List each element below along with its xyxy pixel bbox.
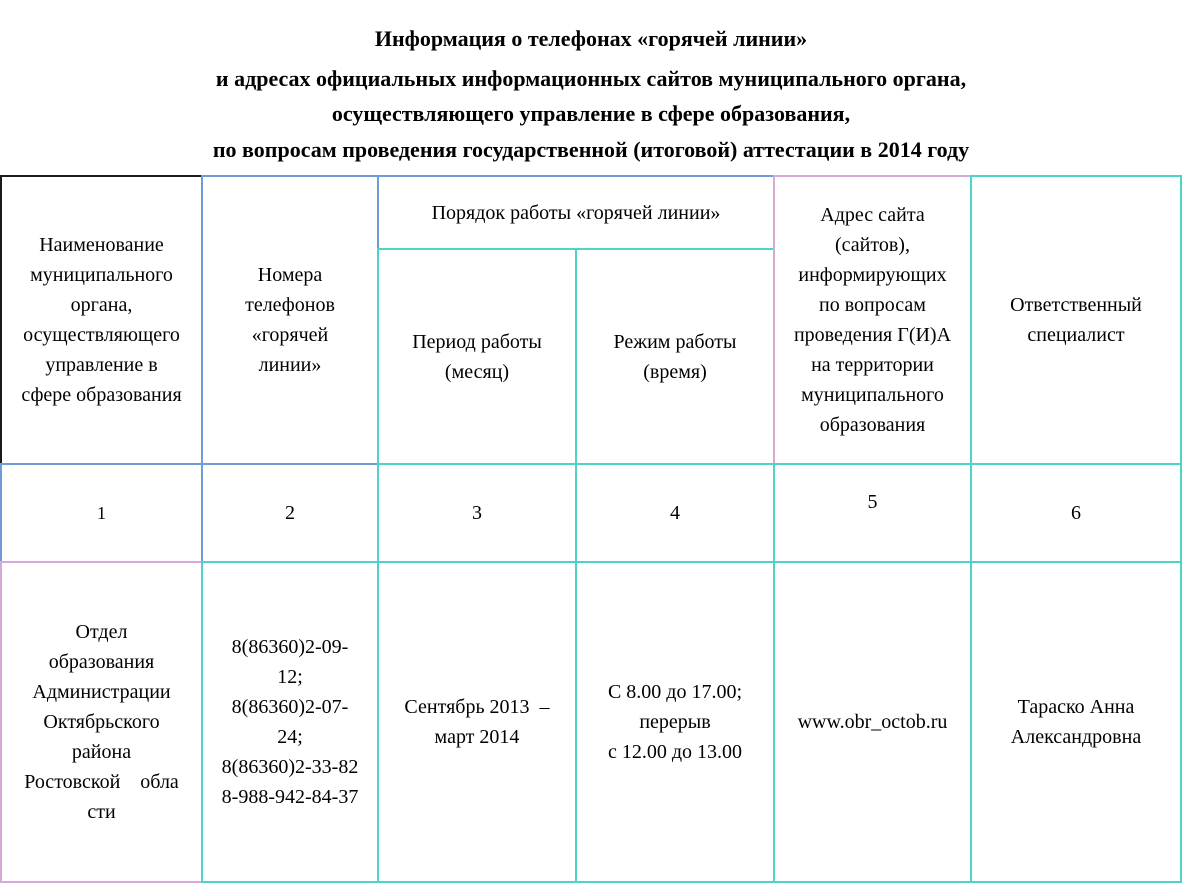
row-website-link-line: www.obr_octob.ru (797, 711, 948, 733)
header-hotline-schedule-group-text: Порядок работы «горячей линии» (431, 201, 721, 224)
row-municipal-body-text-line: Отдел (75, 621, 128, 643)
header-hotline-schedule-group (377, 175, 775, 250)
row-responsible-specialist-text (1011, 692, 1141, 752)
header-work-period-text (412, 327, 542, 387)
header-responsible-specialist-text (1010, 290, 1142, 350)
row-municipal-body-text-line: образования (48, 651, 155, 673)
header-website-address (773, 175, 972, 465)
row-municipal-body-text-line: Ростовской обла (24, 771, 179, 793)
header-work-hours-text-line: (время) (643, 360, 707, 383)
row-work-period (377, 561, 577, 883)
header-website-address-text-line: образования (819, 414, 926, 436)
column-number-6: 6 (970, 463, 1182, 563)
row-work-hours (575, 561, 775, 883)
header-municipal-body-text-line: управление в (45, 354, 158, 376)
row-responsible-specialist-text-line: Тараско Анна (1017, 696, 1135, 718)
title-line-4: по вопросам проведения государственной (итоговой) аттестации в 2014 году (212, 137, 970, 162)
row-responsible-specialist (970, 561, 1182, 883)
header-website-address-text (794, 200, 951, 440)
header-website-address-text-line: Адрес сайта (820, 204, 925, 226)
header-work-hours-text-line: Режим работы (613, 330, 737, 353)
header-website-address-text-line: по вопросам (819, 294, 926, 316)
header-work-period (377, 248, 577, 465)
row-work-period-text (404, 692, 549, 752)
row-responsible-specialist-text-line: Александровна (1010, 726, 1142, 748)
column-number-2: 2 (201, 463, 379, 563)
header-work-hours-text (614, 327, 737, 387)
row-website-link[interactable] (798, 707, 948, 737)
header-work-period-text-line: Период работы (412, 330, 542, 353)
header-website-address-text-line: на территории (811, 354, 934, 376)
header-hotline-phones-text-line: линии» (258, 354, 322, 376)
row-municipal-body-text-line: сти (87, 801, 116, 823)
header-municipal-body (0, 175, 203, 465)
title-line-1: Информация о телефонах «горячей линии» (374, 26, 808, 51)
row-municipal-body-text-line: Октябрьского (43, 711, 160, 733)
row-work-hours-text-line: С 8.00 до 17.00; (607, 681, 743, 703)
header-responsible-specialist (970, 175, 1182, 465)
row-work-hours-text-line: с 12.00 до 13.00 (607, 741, 743, 763)
header-hotline-phones-text (245, 260, 335, 380)
header-hotline-phones-text-line: «горячей (251, 324, 329, 346)
row-municipal-body-text (24, 617, 179, 827)
row-hotline-phones-text-line: 8-988-942-84-37 (221, 786, 359, 808)
column-number-1: 1 (0, 463, 203, 563)
row-hotline-phones-text-line: 8(86360)2-07- (231, 696, 349, 718)
row-hotline-phones-text-line: 8(86360)2-09- (231, 636, 349, 658)
row-hotline-phones (201, 561, 379, 883)
header-responsible-specialist-text-line: Ответственный (1010, 294, 1142, 316)
row-hotline-phones-text-line: 8(86360)2-33-82 (221, 756, 359, 778)
title-line-2: и адресах официальных информационных сайтов муниципального органа, (215, 66, 967, 91)
header-hotline-phones-text-line: телефонов (245, 294, 335, 316)
header-municipal-body-text-line: органа, (70, 294, 133, 316)
row-work-hours-text-line: перерыв (639, 711, 711, 733)
row-municipal-body-text-line: района (71, 741, 132, 763)
title-line-3: осуществляющего управление в сфере образования, (331, 101, 851, 126)
row-hotline-phones-text-line: 12; (277, 666, 303, 688)
row-municipal-body (0, 561, 203, 883)
header-municipal-body-text-line: муниципального (30, 264, 173, 286)
header-website-address-text-line: проведения Г(И)А (793, 324, 952, 346)
row-work-period-text-line: Сентябрь 2013 – (404, 696, 550, 718)
header-work-period-text-line: (месяц) (444, 360, 510, 383)
header-municipal-body-text-line: Наименование (39, 234, 164, 256)
row-municipal-body-text-line: Администрации (32, 681, 171, 703)
header-work-hours (575, 248, 775, 465)
header-municipal-body-text-line: сфере образования (21, 384, 182, 406)
column-number-5: 5 (773, 463, 972, 563)
header-website-address-text-line: муниципального (801, 384, 944, 406)
header-hotline-phones (201, 175, 379, 465)
header-municipal-body-text (21, 230, 181, 410)
header-website-address-text-line: (сайтов), (835, 234, 910, 256)
column-number-3: 3 (377, 463, 577, 563)
header-website-address-text-line: информирующих (798, 264, 947, 286)
header-responsible-specialist-text-line: специалист (1027, 324, 1125, 346)
header-hotline-phones-text-line: Номера (257, 264, 323, 286)
row-work-hours-text (608, 677, 742, 767)
row-hotline-phones-text (222, 632, 359, 812)
row-website-address (773, 561, 972, 883)
row-hotline-phones-text-line: 24; (277, 726, 303, 748)
column-number-4: 4 (575, 463, 775, 563)
row-work-period-text-line: март 2014 (434, 726, 520, 748)
header-municipal-body-text-line: осуществляющего (23, 324, 180, 346)
